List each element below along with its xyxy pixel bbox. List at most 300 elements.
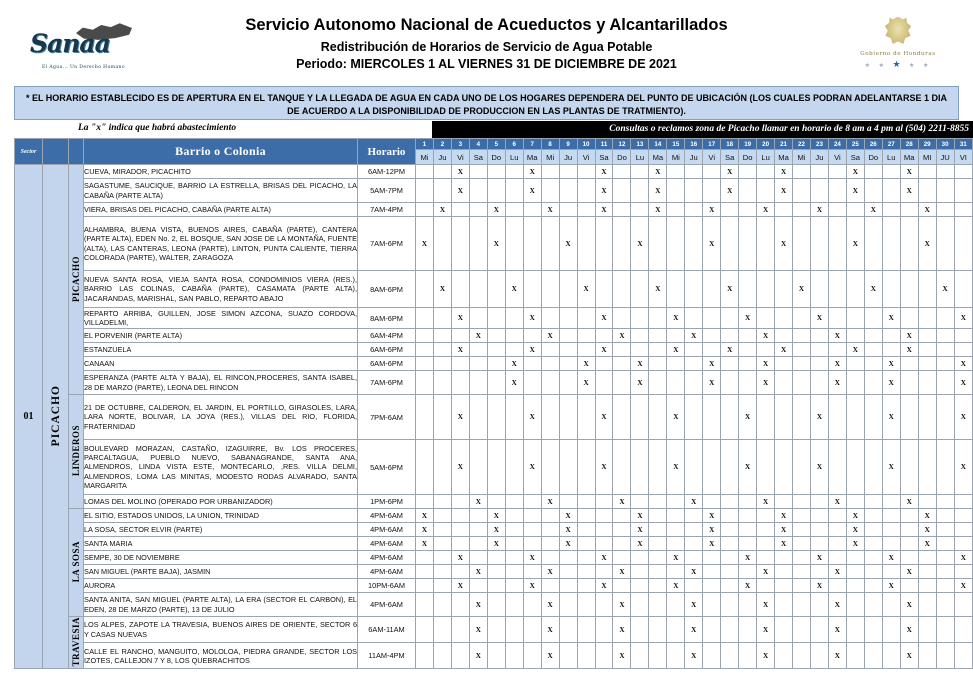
day-cell-17 [703, 579, 721, 593]
day-cell-18: X [721, 165, 739, 179]
day-cell-9 [559, 179, 577, 203]
day-number-20: 20 [757, 139, 775, 150]
day-cell-15 [667, 179, 685, 203]
day-cell-6: X [505, 271, 523, 308]
day-cell-13 [631, 579, 649, 593]
horario-cell: 7AM-6PM [358, 217, 416, 271]
day-cell-22 [793, 509, 811, 523]
day-cell-21: X [775, 537, 793, 551]
day-cell-29 [918, 617, 936, 643]
day-cell-27: X [882, 551, 900, 565]
day-cell-22 [793, 371, 811, 395]
day-cell-7: X [523, 343, 541, 357]
day-cell-18 [721, 643, 739, 669]
day-cell-15: X [667, 440, 685, 495]
day-cell-15 [667, 329, 685, 343]
barrio-cell: LA SOSA, SECTOR ELVIR (PARTE) [84, 523, 358, 537]
day-cell-9: X [559, 217, 577, 271]
table-row [15, 509, 973, 523]
day-cell-23: X [810, 203, 828, 217]
day-cell-19: X [739, 440, 757, 495]
day-cell-24: X [828, 617, 846, 643]
day-cell-4 [469, 537, 487, 551]
day-cell-24 [828, 395, 846, 440]
day-cell-24: X [828, 593, 846, 617]
day-cell-25 [846, 440, 864, 495]
sanaa-logo-container [0, 17, 150, 69]
day-cell-9 [559, 371, 577, 395]
day-cell-20 [757, 509, 775, 523]
barrio-cell: VIERA, BRISAS DEL PICACHO, CABAÑA (PARTE ALTA) [84, 203, 358, 217]
day-name-11: Sa [595, 150, 613, 165]
day-cell-29: X [918, 523, 936, 537]
day-cell-25: X [846, 523, 864, 537]
day-cell-27 [882, 217, 900, 271]
day-cell-2 [433, 357, 451, 371]
day-cell-17: X [703, 203, 721, 217]
day-cell-13: X [631, 537, 649, 551]
day-cell-20: X [757, 617, 775, 643]
day-cell-27: X [882, 371, 900, 395]
day-cell-31: X [954, 357, 972, 371]
day-cell-27 [882, 509, 900, 523]
table-row [15, 308, 973, 329]
page-title: Servicio Autonomo Nacional de Acueductos y Alcantarillados [245, 15, 728, 34]
table-row [15, 217, 973, 271]
day-cell-13 [631, 440, 649, 495]
day-cell-8 [541, 165, 559, 179]
day-cell-11: X [595, 551, 613, 565]
day-cell-11 [595, 537, 613, 551]
day-number-5: 5 [487, 139, 505, 150]
day-cell-8: X [541, 495, 559, 509]
day-cell-16 [685, 440, 703, 495]
day-cell-7 [523, 509, 541, 523]
day-cell-5 [487, 593, 505, 617]
day-number-9: 9 [559, 139, 577, 150]
day-cell-31: X [954, 308, 972, 329]
day-cell-6 [505, 643, 523, 669]
day-cell-21 [775, 495, 793, 509]
day-cell-25: X [846, 165, 864, 179]
day-cell-15 [667, 643, 685, 669]
day-cell-30 [936, 565, 954, 579]
day-cell-14 [649, 371, 667, 395]
day-cell-8: X [541, 203, 559, 217]
day-cell-31: X [954, 579, 972, 593]
day-cell-18 [721, 509, 739, 523]
day-cell-10 [577, 565, 595, 579]
day-cell-22 [793, 495, 811, 509]
day-cell-19: X [739, 308, 757, 329]
day-cell-16 [685, 179, 703, 203]
day-cell-26 [864, 371, 882, 395]
day-cell-5 [487, 329, 505, 343]
day-number-15: 15 [667, 139, 685, 150]
day-cell-16 [685, 271, 703, 308]
barrio-cell: BOULEVARD MORAZAN, CASTAÑO, IZAGUIRRE, Bv. LOS PROCERES, PARCALTAGUA, PUEBLO NUEVO, SABANAGRANDE, SANTA ANA, ALMENDROS, LINDA VISTA ESTE, MONTECARLO, ,RES. VILLA DELMI, ALMENDROS, LOMA LAS MINITAS, MODESTO RODAS ALVARADO, SANTA MARGARITA [84, 440, 358, 495]
day-cell-24 [828, 217, 846, 271]
day-cell-21 [775, 203, 793, 217]
day-cell-10 [577, 395, 595, 440]
barrio-cell: ALHAMBRA, BUENA VISTA, BUENOS AIRES, CABAÑA (PARTE), CANTERA (PARTE ALTA), EDEN No. 2, EL BOSQUE, SAN JOSE DE LA MONTAÑA, FUENTE (ALTA), LAS CANTERAS, LEONA (PARTE), LINTON, PUNTA CALIENTE, TIERRA COLORADA (PARTE), WALTER, ZARAGOZA [84, 217, 358, 271]
day-cell-20: X [757, 357, 775, 371]
day-cell-29 [918, 329, 936, 343]
day-cell-22 [793, 343, 811, 357]
day-cell-23: X [810, 579, 828, 593]
day-cell-18 [721, 395, 739, 440]
day-cell-24 [828, 537, 846, 551]
day-cell-29 [918, 565, 936, 579]
day-cell-20: X [757, 329, 775, 343]
day-cell-1 [416, 271, 434, 308]
day-cell-15 [667, 617, 685, 643]
day-cell-16 [685, 371, 703, 395]
day-cell-21 [775, 395, 793, 440]
table-row [15, 617, 973, 643]
day-cell-2 [433, 395, 451, 440]
day-cell-8: X [541, 593, 559, 617]
day-cell-1 [416, 308, 434, 329]
day-cell-16: X [685, 329, 703, 343]
day-cell-11 [595, 495, 613, 509]
horario-cell: 11AM-4PM [358, 643, 416, 669]
day-cell-4 [469, 165, 487, 179]
day-cell-17 [703, 179, 721, 203]
day-cell-6 [505, 593, 523, 617]
day-number-13: 13 [631, 139, 649, 150]
day-cell-8 [541, 308, 559, 329]
day-name-25: Sa [846, 150, 864, 165]
day-cell-7 [523, 371, 541, 395]
day-cell-24 [828, 343, 846, 357]
day-cell-27 [882, 165, 900, 179]
day-cell-5 [487, 395, 505, 440]
day-cell-26 [864, 440, 882, 495]
day-cell-26 [864, 523, 882, 537]
page-header [0, 0, 973, 86]
day-cell-1 [416, 565, 434, 579]
sector-id-cell: 01 [15, 165, 43, 669]
day-cell-14: X [649, 271, 667, 308]
day-cell-3 [451, 537, 469, 551]
day-number-27: 27 [882, 139, 900, 150]
day-cell-14 [649, 565, 667, 579]
day-cell-8 [541, 537, 559, 551]
day-cell-20: X [757, 495, 775, 509]
day-cell-10 [577, 617, 595, 643]
day-cell-4 [469, 509, 487, 523]
day-cell-16 [685, 357, 703, 371]
day-cell-13 [631, 329, 649, 343]
day-cell-30 [936, 165, 954, 179]
day-name-7: Ma [523, 150, 541, 165]
day-cell-10 [577, 537, 595, 551]
day-cell-3 [451, 495, 469, 509]
day-cell-1 [416, 495, 434, 509]
day-cell-26 [864, 593, 882, 617]
day-cell-18 [721, 495, 739, 509]
day-cell-27 [882, 271, 900, 308]
day-cell-22 [793, 565, 811, 579]
day-cell-16 [685, 509, 703, 523]
day-cell-11: X [595, 579, 613, 593]
day-cell-22 [793, 329, 811, 343]
day-cell-8 [541, 579, 559, 593]
day-cell-27: X [882, 579, 900, 593]
table-row [15, 203, 973, 217]
day-cell-2 [433, 179, 451, 203]
day-name-23: Ju [810, 150, 828, 165]
day-cell-26 [864, 343, 882, 357]
horario-cell: 5AM-7PM [358, 179, 416, 203]
day-cell-22 [793, 593, 811, 617]
day-cell-25: X [846, 179, 864, 203]
day-cell-16: X [685, 495, 703, 509]
day-cell-10 [577, 593, 595, 617]
day-cell-3 [451, 643, 469, 669]
day-cell-8 [541, 217, 559, 271]
table-row [15, 523, 973, 537]
day-cell-30 [936, 217, 954, 271]
day-cell-25 [846, 371, 864, 395]
day-cell-7: X [523, 579, 541, 593]
day-cell-21: X [775, 217, 793, 271]
day-cell-2 [433, 523, 451, 537]
day-cell-1 [416, 165, 434, 179]
day-cell-1 [416, 579, 434, 593]
day-cell-3: X [451, 343, 469, 357]
barrio-cell: EL SITIO, ESTADOS UNIDOS, LA UNION, TRINIDAD [84, 509, 358, 523]
day-cell-12 [613, 579, 631, 593]
day-cell-9 [559, 440, 577, 495]
day-cell-14 [649, 523, 667, 537]
day-cell-13: X [631, 523, 649, 537]
day-cell-25 [846, 357, 864, 371]
day-cell-3 [451, 329, 469, 343]
day-cell-31: X [954, 395, 972, 440]
day-cell-13 [631, 308, 649, 329]
day-cell-5 [487, 271, 505, 308]
title-block [150, 16, 823, 71]
day-name-15: Mi [667, 150, 685, 165]
day-cell-4: X [469, 329, 487, 343]
header-row-daynums [15, 139, 973, 150]
day-cell-10: X [577, 271, 595, 308]
day-cell-12 [613, 371, 631, 395]
day-cell-18 [721, 565, 739, 579]
day-number-26: 26 [864, 139, 882, 150]
day-cell-12 [613, 440, 631, 495]
day-cell-31 [954, 165, 972, 179]
day-cell-24: X [828, 371, 846, 395]
day-cell-24 [828, 509, 846, 523]
day-cell-12: X [613, 593, 631, 617]
day-name-8: Mi [541, 150, 559, 165]
day-cell-9 [559, 551, 577, 565]
day-number-14: 14 [649, 139, 667, 150]
day-name-17: Vi [703, 150, 721, 165]
day-cell-2: X [433, 203, 451, 217]
day-name-29: MI [918, 150, 936, 165]
horario-cell: 6AM-6PM [358, 343, 416, 357]
day-cell-13 [631, 271, 649, 308]
day-cell-17 [703, 643, 721, 669]
day-cell-15 [667, 565, 685, 579]
day-cell-5 [487, 565, 505, 579]
table-row [15, 271, 973, 308]
day-cell-13: X [631, 357, 649, 371]
day-cell-3: X [451, 395, 469, 440]
day-cell-17 [703, 617, 721, 643]
day-cell-21 [775, 329, 793, 343]
sector-name-cell: PICACHO [43, 165, 69, 669]
day-cell-19 [739, 165, 757, 179]
day-cell-19: X [739, 551, 757, 565]
day-cell-6 [505, 179, 523, 203]
barrio-cell: ESPERANZA (PARTE ALTA Y BAJA), EL RINCON,PROCERES, SANTA ISABEL, 28 DE MARZO (PARTE), LEONA DEL RINCON [84, 371, 358, 395]
table-row [15, 551, 973, 565]
day-name-14: Ma [649, 150, 667, 165]
day-cell-12: X [613, 329, 631, 343]
day-cell-23 [810, 165, 828, 179]
day-cell-30 [936, 395, 954, 440]
table-body [15, 165, 973, 669]
day-cell-14 [649, 217, 667, 271]
day-cell-17 [703, 271, 721, 308]
day-cell-21 [775, 440, 793, 495]
day-cell-4 [469, 371, 487, 395]
day-cell-14 [649, 343, 667, 357]
day-cell-22 [793, 643, 811, 669]
day-cell-7 [523, 329, 541, 343]
day-cell-19 [739, 179, 757, 203]
day-cell-3: X [451, 551, 469, 565]
day-cell-21 [775, 617, 793, 643]
day-cell-6 [505, 395, 523, 440]
day-number-22: 22 [793, 139, 811, 150]
day-cell-10 [577, 329, 595, 343]
day-cell-6 [505, 165, 523, 179]
day-cell-26 [864, 509, 882, 523]
day-cell-29 [918, 440, 936, 495]
day-cell-11 [595, 617, 613, 643]
day-cell-9: X [559, 537, 577, 551]
day-cell-20: X [757, 203, 775, 217]
day-number-19: 19 [739, 139, 757, 150]
day-cell-24: X [828, 565, 846, 579]
barrio-cell: AURORA [84, 579, 358, 593]
day-cell-13 [631, 343, 649, 357]
day-name-24: Vi [828, 150, 846, 165]
day-cell-1 [416, 551, 434, 565]
day-cell-18 [721, 551, 739, 565]
day-cell-5 [487, 165, 505, 179]
day-cell-1 [416, 643, 434, 669]
day-cell-1 [416, 371, 434, 395]
day-cell-24 [828, 579, 846, 593]
day-cell-1: X [416, 509, 434, 523]
day-cell-28: X [900, 565, 918, 579]
day-cell-4 [469, 551, 487, 565]
table-row [15, 371, 973, 395]
day-cell-6 [505, 343, 523, 357]
day-cell-9 [559, 329, 577, 343]
day-cell-3 [451, 593, 469, 617]
day-cell-28: X [900, 617, 918, 643]
day-name-31: VI [954, 150, 972, 165]
day-cell-5 [487, 357, 505, 371]
barrio-cell: CALLE EL RANCHO, MANGUITO, MOLOLOA, PIEDRA GRANDE, SECTOR LOS IZOTES, CALLEJON 7 Y 8, LOS QUEBRACHITOS [84, 643, 358, 669]
day-cell-2 [433, 551, 451, 565]
table-row [15, 343, 973, 357]
day-cell-29 [918, 371, 936, 395]
day-cell-19 [739, 643, 757, 669]
zone-group-travesia: TRAVESIA [69, 617, 84, 669]
day-cell-31 [954, 643, 972, 669]
day-cell-5 [487, 579, 505, 593]
day-cell-27: X [882, 308, 900, 329]
day-name-19: Do [739, 150, 757, 165]
day-cell-18 [721, 203, 739, 217]
day-cell-25 [846, 551, 864, 565]
day-cell-26 [864, 643, 882, 669]
day-cell-29: X [918, 509, 936, 523]
day-cell-20 [757, 440, 775, 495]
day-name-5: Do [487, 150, 505, 165]
day-cell-13 [631, 165, 649, 179]
day-cell-2 [433, 308, 451, 329]
day-cell-10 [577, 440, 595, 495]
horario-cell: 8AM-6PM [358, 308, 416, 329]
day-cell-25 [846, 643, 864, 669]
day-cell-28 [900, 395, 918, 440]
table-row [15, 395, 973, 440]
day-cell-8: X [541, 617, 559, 643]
day-cell-20: X [757, 565, 775, 579]
day-cell-5 [487, 179, 505, 203]
day-cell-20 [757, 308, 775, 329]
day-cell-19 [739, 357, 757, 371]
day-cell-31 [954, 329, 972, 343]
day-cell-4 [469, 579, 487, 593]
day-cell-15 [667, 593, 685, 617]
day-cell-30 [936, 179, 954, 203]
day-cell-31 [954, 217, 972, 271]
day-cell-5: X [487, 509, 505, 523]
page-subtitle: Redistribución de Horarios de Servicio de Agua Potable [320, 39, 653, 54]
barrio-cell: CUEVA, MIRADOR, PICACHITO [84, 165, 358, 179]
day-cell-7: X [523, 179, 541, 203]
day-cell-24 [828, 203, 846, 217]
day-cell-7 [523, 523, 541, 537]
day-cell-20 [757, 165, 775, 179]
day-cell-31: X [954, 371, 972, 395]
day-cell-10 [577, 523, 595, 537]
day-cell-31 [954, 565, 972, 579]
day-number-6: 6 [505, 139, 523, 150]
day-cell-9 [559, 165, 577, 179]
day-cell-1 [416, 329, 434, 343]
day-cell-31 [954, 593, 972, 617]
day-cell-26 [864, 357, 882, 371]
day-cell-2 [433, 509, 451, 523]
day-number-18: 18 [721, 139, 739, 150]
day-cell-19 [739, 203, 757, 217]
day-cell-16 [685, 395, 703, 440]
day-cell-10: X [577, 357, 595, 371]
day-cell-29 [918, 593, 936, 617]
